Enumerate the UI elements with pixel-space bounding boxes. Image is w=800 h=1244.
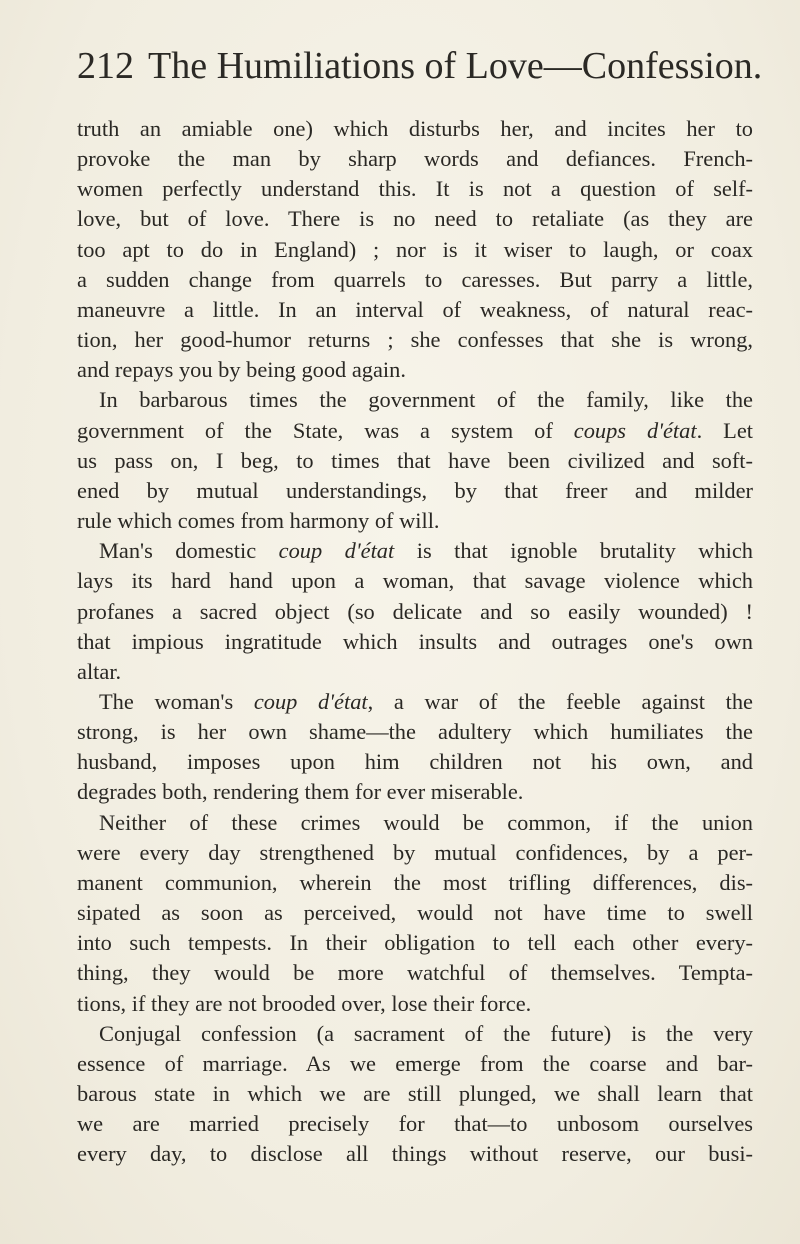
paragraph xyxy=(77,536,753,687)
text-line: husband, imposes upon him children not his own, and xyxy=(77,749,753,775)
text-line: a sudden change from quarrels to caresses. But parry a little, xyxy=(77,266,753,292)
text-line: barous state in which we are still plunged, we shall learn that xyxy=(77,1081,753,1106)
text-line: Neither of these crimes would be common, if the union xyxy=(99,809,753,835)
text-line: altar. xyxy=(77,658,122,684)
text-line: profanes a sacred object (so delicate and so easily wounded) ! xyxy=(77,598,753,624)
paragraph xyxy=(77,1019,753,1170)
paragraph xyxy=(77,687,753,808)
text-line: essence of marriage. As we emerge from the coarse and bar- xyxy=(77,1050,753,1076)
paragraph xyxy=(77,385,753,536)
text-line: thing, they would be more watchful of themselves. Tempta- xyxy=(77,960,753,986)
text-line: Conjugal confession (a sacrament of the future) is the very xyxy=(99,1020,753,1046)
text-line: we are married precisely for that—to unbosom ourselves xyxy=(77,1111,753,1137)
text-line: truth an amiable one) which disturbs her, and incites her to xyxy=(77,116,753,141)
chapter-title: The Humiliations of Love—Confession. xyxy=(148,45,763,87)
text-line: sipated as soon as perceived, would not have time to swell xyxy=(77,900,753,926)
text-line: women perfectly understand this. It is not a question of self- xyxy=(77,176,753,202)
text-line: rule which comes from harmony of will. xyxy=(77,508,440,534)
text-line: government of the State, was a system of coups d'état. Let xyxy=(77,417,753,443)
text-line: provoke the man by sharp words and defiances. French- xyxy=(77,146,753,172)
page-number: 212 xyxy=(77,45,134,87)
text-line: manent communion, wherein the most trifling differences, dis- xyxy=(77,869,753,895)
paragraph xyxy=(77,114,753,385)
text-line: tions, if they are not brooded over, lose their force. xyxy=(77,990,532,1016)
text-line: love, but of love. There is no need to retaliate (as they are xyxy=(77,206,753,232)
text-line: degrades both, rendering them for ever miserable. xyxy=(77,779,524,805)
text-line: lays its hard hand upon a woman, that savage violence which xyxy=(77,568,753,594)
text-line: into such tempests. In their obligation to tell each other every- xyxy=(77,930,753,956)
text-line: In barbarous times the government of the family, like the xyxy=(99,387,753,413)
text-line: too apt to do in England) ; nor is it wiser to laugh, or coax xyxy=(77,236,753,262)
text-line: every day, to disclose all things without reserve, our busi- xyxy=(77,1141,753,1167)
body-text xyxy=(77,114,753,1169)
text-line: ened by mutual understandings, by that freer and milder xyxy=(77,477,753,503)
text-line: and repays you by being good again. xyxy=(77,357,406,383)
text-line: maneuvre a little. In an interval of weakness, of natural reac- xyxy=(77,296,753,322)
text-line: were every day strengthened by mutual confidences, by a per- xyxy=(77,839,753,865)
text-line: that impious ingratitude which insults and outrages one's own xyxy=(77,628,753,654)
paragraph xyxy=(77,808,753,1019)
text-line: Man's domestic coup d'état is that ignoble brutality which xyxy=(99,538,753,564)
text-line: us pass on, I beg, to times that have been civilized and soft- xyxy=(77,447,753,473)
text-line: strong, is her own shame—the adultery which humiliates the xyxy=(77,719,753,745)
text-line: The woman's coup d'état, a war of the feeble against the xyxy=(99,688,753,714)
running-head xyxy=(77,40,763,92)
text-line: tion, her good-humor returns ; she confesses that she is wrong, xyxy=(77,327,753,353)
